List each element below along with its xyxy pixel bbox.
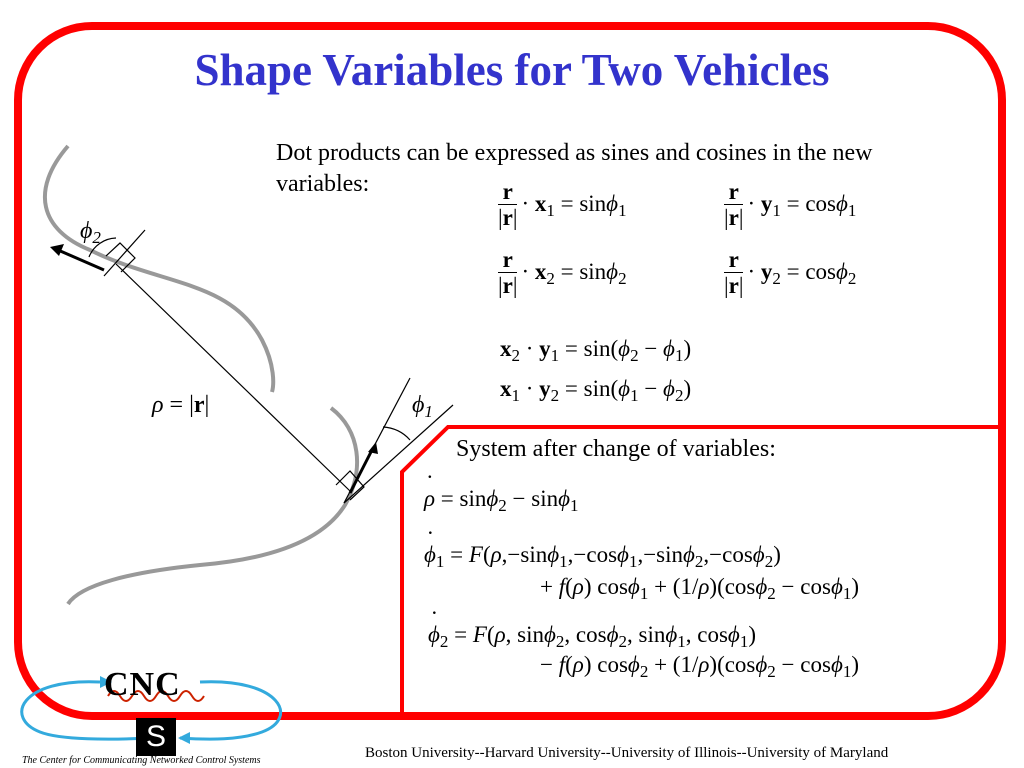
heading-arrow-1 [350,450,372,493]
footer-universities: Boston University--Harvard University--University of Illinois--University of Maryland [365,745,889,761]
eq-r-y2: $\frac{r}{|r|}$ · $y_2 = \cos\phi_2$ [724,247,857,298]
intro-text: Dot products can be expressed as sines and cosines in the new variables: [276,140,873,197]
eq-phi1-dot-cont: + f(ρ) cosϕ$_1$ + (1/ρ)(cosϕ$_2$ − cosϕ$_1$) [540,574,860,603]
slide-title: Shape Variables for Two Vehicles [194,45,830,95]
eq-phi2-dot-cont: − f(ρ) cosϕ$_2$ + (1/ρ)(cosϕ$_2$ − cosϕ$_1$) [540,652,860,681]
curve-vehicle-2 [45,146,273,392]
logo-caption: The Center for Communicating Networked Control Systems [22,755,261,766]
system-title: System after change of variables: [456,436,776,462]
eq-rho-dot: ρ · = sinϕ$_2$ − sinϕ$_1$ [424,486,578,519]
rho-label: ρ = |r| [152,392,210,418]
eq-r-x2: $\frac{r}{|r|}$ · $x_2 = \sin\phi_2$ [498,247,627,298]
eq-r-y1: $\frac{r}{|r|}$ · $y_1 = \cos\phi_1$ [724,179,857,230]
phi1-label: $\phi_1$ [412,392,433,421]
eq-x1-y2: $x_1 \cdot y_2 = \sin(\phi_1 - \phi_2)$ [500,376,692,405]
eq-phi1-dot: $\phi \cdot_1 = F(\rho,-\sin\phi_1,-\cos\phi_1,-\sin\phi_2,-\cos\phi_2)$ [424,542,781,575]
cnc-logo-text: CNC [104,666,181,703]
s-logo-box: S [136,718,176,756]
phi2-label: $\phi_2$ [80,218,101,247]
curve-vehicle-1 [68,408,357,604]
eq-x2-y1: $x_2 \cdot y_1 = \sin(\phi_2 - \phi_1)$ [500,336,692,365]
eq-phi2-dot: $\phi \cdot_2 = F(\rho$, sinϕ$_2$, cosϕ$_2$, sinϕ$_1$, cosϕ$_1$) [428,622,756,655]
eq-r-x1: $\frac{r}{|r|}$ · $x_1 = \sin\phi_1$ [498,179,627,230]
